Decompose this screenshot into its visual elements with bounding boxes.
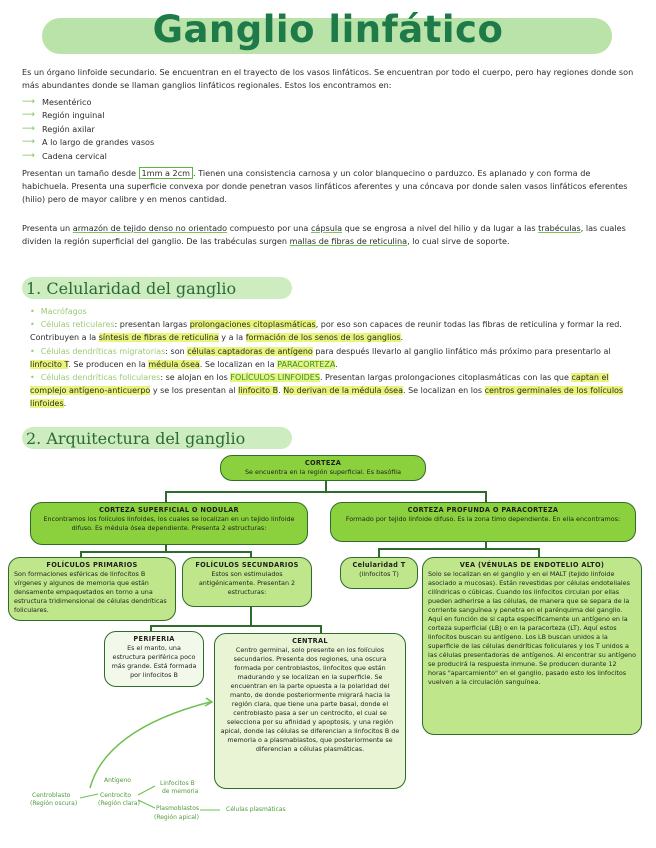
size-paragraph: Presentan un tamaño desde 1mm a 2cm . Tienen una consistencia carnosa y un color blanquecino o parduzco. Es aplanado y con forma de habichuela. Presenta una superficie convexa por donde penetran vasos linfáticos aferentes y una cóncava por donde salen vasos linfáticos eferentes (hilio) pero de mayor calibre y en menos cantidad.	[22, 168, 628, 204]
connector	[80, 551, 250, 553]
connector	[378, 548, 538, 550]
sketch-label-centroblast: Centroblasto	[32, 792, 71, 799]
list-item: • Macrófagos	[30, 307, 87, 316]
list-item: ⟶ Región axilar	[22, 123, 154, 136]
arrow-icon: ⟶	[22, 123, 35, 134]
list-item: ⟶ Cadena cervical	[22, 150, 154, 163]
foliculos-primarios-node: FOLÍCULOS PRIMARIOS Son formaciones esféricas de linfocitos B vírgenes y algunos de memoria que están densamente empaquetados en torno a una estructura tridimensional de células dendríticas foliculares.	[8, 557, 176, 621]
corteza-superficial-node: CORTEZA SUPERFICIAL O NODULAR Encontramos los folículos linfoides, los cuales se localizan en un tejido linfoide difuso. Es médula ósea dependiente. Presenta 2 estructuras:	[30, 502, 308, 545]
list-item: • Células reticulares: presentan largas prolongaciones citoplasmáticas, por eso son capaces de reunir todas las fibras de reticulina y formar la red. Contribuyen a la síntesis de fibras de reticulina y a la formación de los senos de los ganglios.	[30, 320, 622, 343]
vea-node: VEA (VÉNULAS DE ENDOTELIO ALTO) Solo se localizan en el ganglio y en el MALT (tejido linfoide asociado a mucosas). Están revestidas por células endoteliales cilíndricas o cúbicas. Cuando los linfocitos circulan por ellas pueden adherirse a las células, de manera que se separa de la corriente sanguínea y penetra en el parénquima del ganglio. Aquí en función de si capta específicamente un antígeno en la corteza superficial (LB) o en la paracorteza (LT). Aquí estos linfocitos buscan su antígeno. Los LB buscan unidos a la superficie de las células dendríticas foliculares y los T unidos a las células presentadoras de antígenos. Al encontrar su antígeno se producirá la respuesta inmune. Se producen durante 12 horas "aparcamiento" en el ganglio, pasado esto los linfocitos vuelven a la circulación sanguínea.	[422, 557, 642, 735]
sketch-label-plasma-cells: Células plasmáticas	[226, 806, 286, 813]
connector	[150, 625, 320, 627]
section-1-title: 1. Celularidad del ganglio	[26, 279, 237, 298]
structure-paragraph: Presenta un armazón de tejido denso no orientado compuesto por una cápsula que se engrosa a nivel del hilio y da lugar a las trabéculas, las cuales dividen la región superficial del ganglio. De las trabéculas surgen mallas de fibras de reticulina, lo cual sirve de soporte.	[22, 223, 626, 246]
sketch-label-memory-2: de memoria	[162, 788, 199, 795]
sketch-label-centrocyte: Centrocito	[100, 792, 132, 799]
sketch-curve	[90, 702, 210, 788]
sketch-label-plasmablast: Plasmoblastos	[156, 805, 200, 812]
section-2-title: 2. Arquitectura del ganglio	[26, 429, 246, 448]
sketch-line	[80, 794, 98, 798]
sketch-label-memory: Linfocitos B	[160, 780, 195, 787]
region-list	[22, 96, 154, 163]
celularidad-t-node: Celularidad T (linfocitos T)	[340, 557, 418, 589]
foliculos-secundarios-node: FOLÍCULOS SECUNDARIOS Estos son estimulados antigénicamente. Presentan 2 estructuras:	[182, 557, 312, 607]
corteza-profunda-node: CORTEZA PROFUNDA O PARACORTEZA Formado por tejido linfoide difuso. Es la zona timo dependiente. En ella encontramos:	[330, 502, 636, 542]
list-item: ⟶ A lo largo de grandes vasos	[22, 136, 154, 149]
arrow-icon: ⟶	[22, 110, 35, 121]
central-node: CENTRAL Centro germinal, solo presente en los folículos secundarios. Presenta dos regiones, una oscura formada por centroblastos, linfocitos que están madurando y se localizan en la superficie. Se encuentran en la parte opuesta a la polaridad del manto, de donde posteriormente migrará hacia la región clara, que tiene una parte basal, donde el centroblasto pasa a ser un centrocito, el cual se selecciona por su afinidad y apoptosis, y una región apical, donde las células se diferencian a linfocitos B de memoria o a plasmablastos, que posteriormente se diferencian a células plasmáticas.	[214, 633, 406, 789]
size-highlight: 1mm a 2cm	[139, 167, 194, 179]
corteza-node: CORTEZA Se encuentra en la región superficial. Es basófila	[220, 455, 426, 481]
connector	[165, 491, 485, 493]
arrow-icon: ⟶	[22, 97, 35, 107]
sketch-line	[138, 786, 155, 795]
arrow-icon: ⟶	[22, 137, 35, 148]
sketch-line	[138, 800, 155, 808]
sketch-label-plasmablast-region: (Región apical)	[154, 814, 199, 821]
list-item: ⟶ Región inguinal	[22, 109, 154, 122]
intro-paragraph: Es un órgano linfoide secundario. Se encuentran en el trayecto de los vasos linfáticos. Se encuentran por todo el cuerpo, pero hay regiones donde son más abundantes donde se llaman ganglios linfáticos regionales. Estos los encontramos en:	[22, 67, 634, 90]
list-item: • Células dendríticas foliculares: se alojan en los FOLÍCULOS LINFOIDES. Presentan largas prolongaciones citoplasmáticas con las que captan el complejo antígeno-anticuerpo y se los presentan al linfocito B. No derivan de la médula ósea. Se localizan en los centros germinales de los folículos linfoides.	[30, 373, 624, 409]
cell-list	[30, 305, 634, 411]
connector	[320, 625, 322, 633]
periferia-node: PERIFERIA Es el manto, una estructura periférica poco más grande. Está formada por linfocitos B	[104, 631, 204, 687]
page-title: Ganglio linfático	[152, 8, 504, 51]
sketch-label-antigen: Antígeno	[104, 777, 131, 784]
arrow-icon: ⟶	[22, 150, 35, 161]
list-item: ⟶ Mesentérico	[22, 96, 154, 109]
list-item: • Células dendríticas migratorias: son células captadoras de antígeno para después llevarlo al ganglio linfático más próximo para presentarlo al linfocito T. Se producen en la médula ósea. Se localizan en la PARACORTEZA.	[30, 346, 611, 369]
sketch-label-centrocyte-region: (Región clara)	[98, 800, 140, 807]
connector	[250, 606, 252, 626]
sketch-label-centroblast-region: (Región oscura)	[30, 800, 78, 807]
